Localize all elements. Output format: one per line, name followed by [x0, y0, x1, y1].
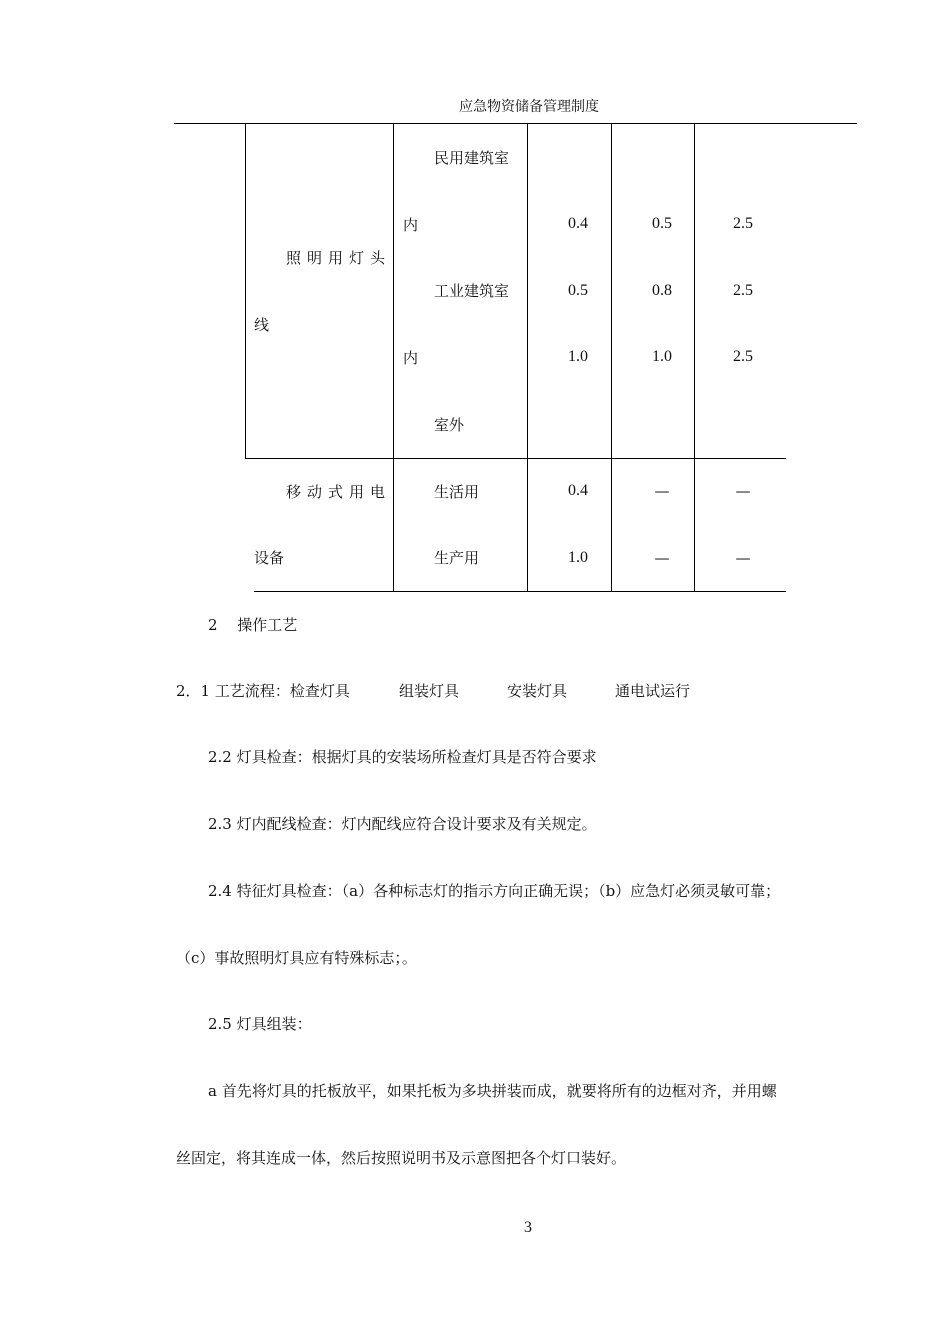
paragraph-2-5: 2.5 灯具组装：: [208, 1015, 312, 1033]
table-cell: 0.5: [568, 282, 588, 299]
paragraph-2-4-line1: 2.4 特征灯具检查：（a）各种标志灯的指示方向正确无误；（b）应急灯必须灵敏可靠；: [208, 882, 781, 900]
table-category-lighting-line2: 线: [254, 316, 270, 334]
paragraph-a-line2: 丝固定，将其连成一体，然后按照说明书及示意图把各个灯口装好。: [176, 1149, 627, 1167]
table-category-lighting-line1: 照明用灯头: [286, 249, 392, 267]
table-cell: 0.8: [652, 282, 672, 299]
table-category-mobile-line1: 移动式用电: [286, 483, 392, 501]
paragraph-a-line1: a 首先将灯具的托板放平，如果托板为多块拼装而成，就要将所有的边框对齐，并用螺: [208, 1082, 777, 1100]
table-cell: —: [735, 549, 751, 567]
table-cell: 0.4: [568, 215, 588, 232]
header-rule: [174, 123, 857, 124]
table-cell: 2.5: [733, 282, 753, 299]
table-sub-civil-line1: 民用建筑室: [434, 149, 510, 167]
table-cell: 2.5: [733, 348, 753, 365]
table-sub-civil-line2: 内: [403, 216, 419, 234]
table-col-line-1: [245, 124, 246, 458]
paragraph-2-2: 2.2 灯具检查：根据灯具的安装场所检查灯具是否符合要求: [208, 748, 597, 766]
table-row-divider: [245, 458, 786, 459]
table-cell: 1.0: [568, 348, 588, 365]
paragraph-2-4-line2: （c）事故照明灯具应有特殊标志；。: [176, 949, 417, 967]
table-bottom-line: [254, 591, 786, 592]
section-title: 2 操作工艺: [208, 616, 298, 634]
table-sub-industrial-line1: 工业建筑室: [434, 282, 510, 300]
page-header-title: 应急物资储备管理制度: [459, 99, 599, 115]
table-col-line-5: [694, 124, 695, 592]
table-cell: —: [654, 482, 670, 500]
process-flow-step: 组装灯具: [399, 682, 460, 700]
table-cell: 2.5: [733, 215, 753, 232]
table-sub-industrial-line2: 内: [403, 349, 419, 367]
table-sub-production: 生产用: [434, 549, 480, 567]
table-cell: —: [735, 482, 751, 500]
table-col-line-4: [611, 124, 612, 592]
process-flow-step: 通电试运行: [615, 682, 691, 700]
table-cell: 1.0: [568, 549, 588, 566]
table-cell: —: [654, 549, 670, 567]
paragraph-2-3: 2.3 灯内配线检查：灯内配线应符合设计要求及有关规定。: [208, 815, 597, 833]
page-number: 3: [524, 1219, 532, 1236]
table-cell: 0.5: [652, 215, 672, 232]
table-col-line-3: [527, 124, 528, 592]
process-flow-label: 2．1 工艺流程：检查灯具: [176, 682, 350, 700]
process-flow-step: 安装灯具: [507, 682, 568, 700]
table-category-mobile-line2: 设备: [254, 549, 285, 567]
table-col-line-2: [393, 124, 394, 592]
table-cell: 1.0: [652, 348, 672, 365]
table-sub-domestic: 生活用: [434, 483, 480, 501]
table-sub-outdoor: 室外: [434, 416, 465, 434]
table-cell: 0.4: [568, 482, 588, 499]
